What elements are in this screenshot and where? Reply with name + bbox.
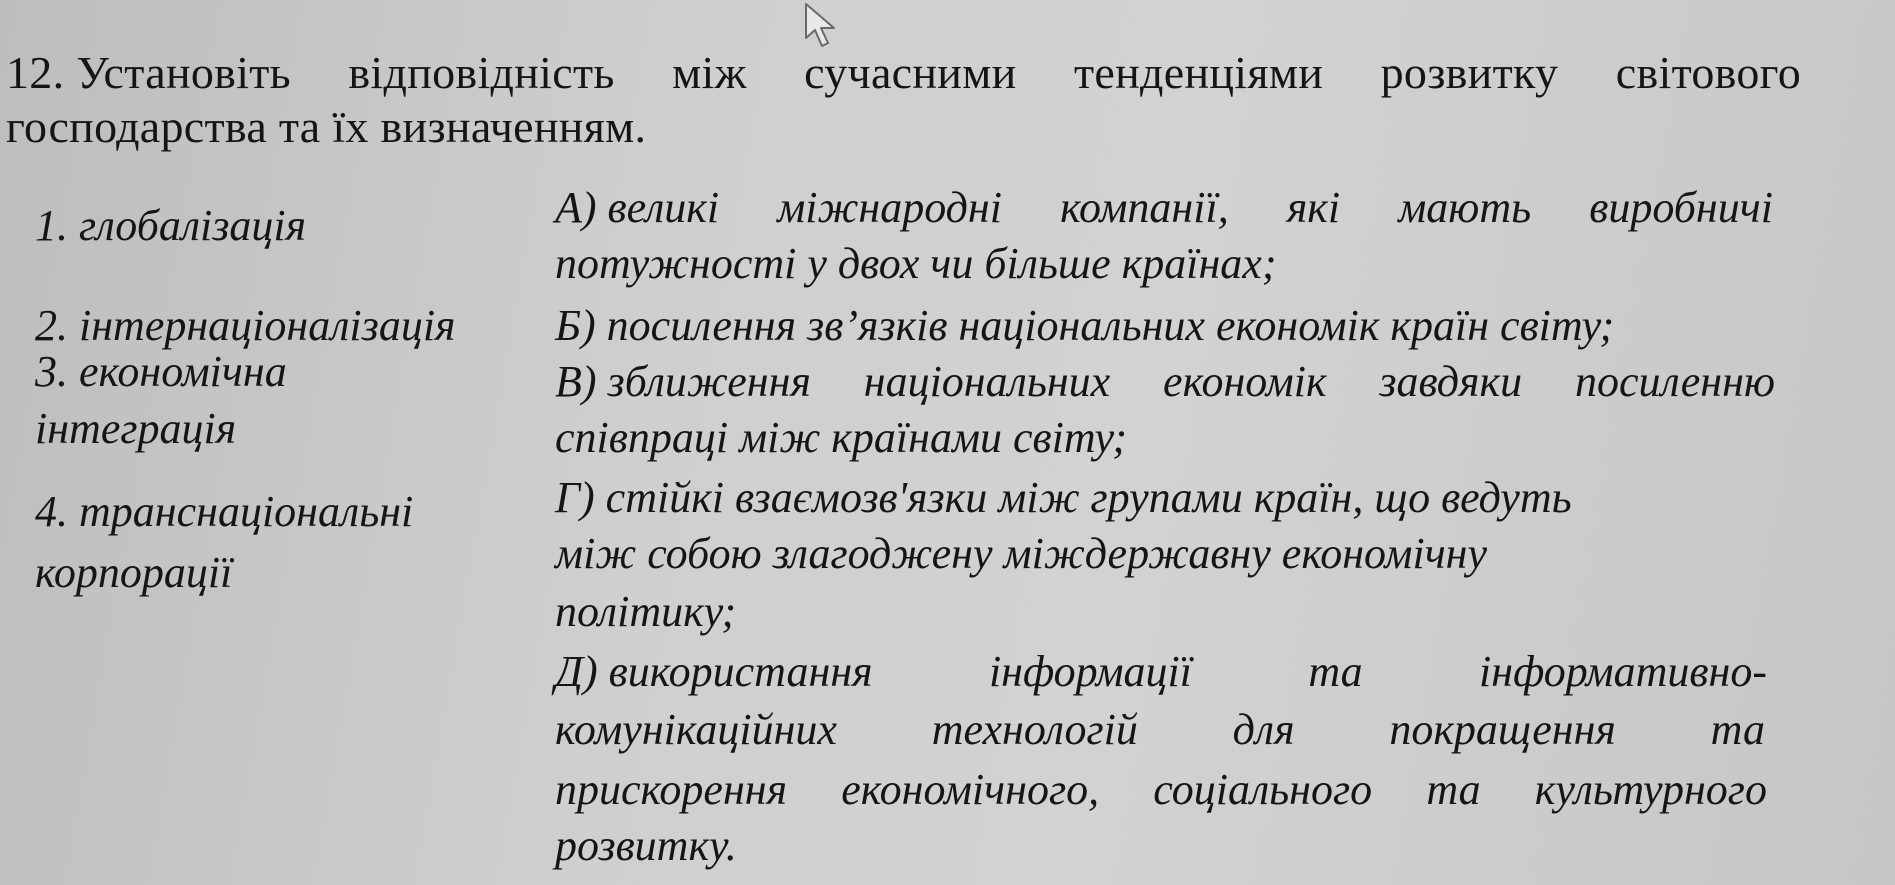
definition-a-continued: потужності у двох чи більше країнах; bbox=[555, 239, 1277, 288]
definition-g: Г) стійкі взаємозв'язки між групами країн, що ведуть bbox=[555, 473, 1572, 522]
definition-b: Б) посилення зв’язків національних економік країн світу; bbox=[555, 301, 1615, 350]
definition-d-continued-3: розвитку. bbox=[555, 821, 737, 870]
term-2: 2. інтернаціоналізація bbox=[35, 301, 456, 350]
definition-g-continued-2: політику; bbox=[555, 587, 737, 636]
definition-v: В) зближення національних економік завдяки посиленню bbox=[555, 357, 1775, 406]
term-1: 1. глобалізація bbox=[35, 201, 307, 250]
term-4: 4. транснаціональні bbox=[35, 487, 414, 536]
question-word: тенденціями bbox=[1073, 47, 1324, 98]
definition-g-continued: між собою злагоджену міждержавну економічну bbox=[555, 529, 1488, 578]
definition-a: А) великі міжнародні компанії, які мають виробничі bbox=[555, 183, 1773, 232]
question-word: 12. Установіть bbox=[6, 47, 291, 98]
question-word: світового bbox=[1615, 47, 1801, 98]
question-word: розвитку bbox=[1380, 47, 1559, 98]
term-4-continued: корпорації bbox=[35, 548, 233, 597]
term-3-continued: інтеграція bbox=[35, 404, 237, 453]
question-word: сучасними bbox=[804, 47, 1017, 98]
definition-d-continued-2: прискорення економічного, соціального та культурного bbox=[555, 765, 1767, 814]
question-number: 12. bbox=[6, 47, 65, 98]
definition-v-continued: співпраці між країнами світу; bbox=[555, 413, 1128, 462]
question-word: між bbox=[672, 47, 747, 98]
definition-d: Д) використання інформації та інформативно- bbox=[555, 647, 1767, 696]
term-3: 3. економічна bbox=[35, 347, 287, 396]
question-word: відповідність bbox=[348, 47, 615, 98]
question-line-2: господарства та їх визначенням. bbox=[6, 101, 647, 152]
definition-d-continued: комунікаційних технологій для покращення та bbox=[555, 705, 1765, 754]
